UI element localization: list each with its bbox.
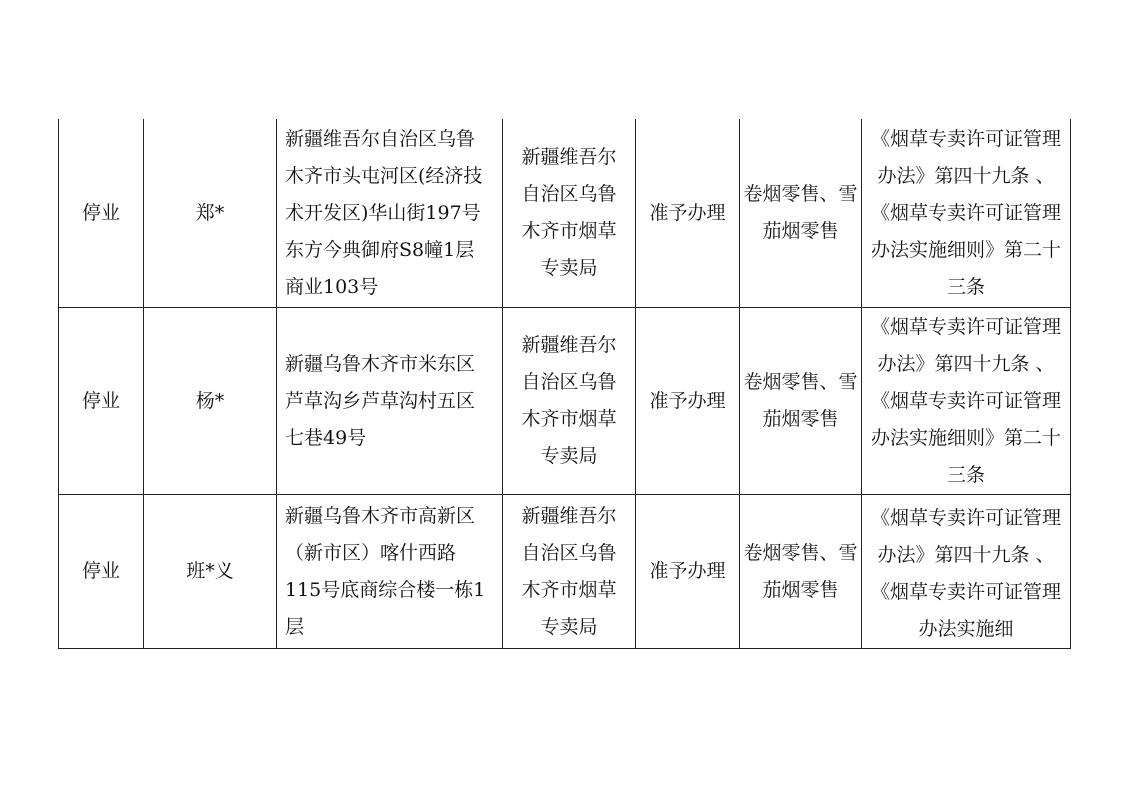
scope-cell: 卷烟零售、雪茄烟零售 — [740, 495, 862, 649]
table-row — [59, 308, 1071, 495]
status-cell: 停业 — [59, 495, 144, 649]
legal-basis-cell: 《烟草专卖许可证管理办法》第四十九条 、《烟草专卖许可证管理办法实施细则》第二十三条 — [862, 308, 1071, 495]
table-row — [59, 495, 1071, 649]
address-cell: 新疆乌鲁木齐市米东区芦草沟乡芦草沟村五区七巷49号 — [277, 308, 503, 495]
authority-cell: 新疆维吾尔自治区乌鲁木齐市烟草专卖局 — [503, 495, 636, 649]
name-cell: 郑* — [144, 119, 277, 308]
authority-cell: 新疆维吾尔自治区乌鲁木齐市烟草专卖局 — [503, 308, 636, 495]
name-cell: 班*义 — [144, 495, 277, 649]
status-cell: 停业 — [59, 308, 144, 495]
address-cell: 新疆维吾尔自治区乌鲁木齐市头屯河区(经济技术开发区)华山街197号东方今典御府S8幢1层商业103号 — [277, 119, 503, 308]
table-row — [59, 119, 1071, 308]
address-cell: 新疆乌鲁木齐市高新区（新市区）喀什西路115号底商综合楼一栋1层 — [277, 495, 503, 649]
scope-cell: 卷烟零售、雪茄烟零售 — [740, 308, 862, 495]
result-cell: 准予办理 — [636, 495, 740, 649]
result-cell: 准予办理 — [636, 119, 740, 308]
authority-cell: 新疆维吾尔自治区乌鲁木齐市烟草专卖局 — [503, 119, 636, 308]
license-record-table — [58, 119, 1071, 649]
scope-cell: 卷烟零售、雪茄烟零售 — [740, 119, 862, 308]
result-cell: 准予办理 — [636, 308, 740, 495]
status-cell: 停业 — [59, 119, 144, 308]
legal-basis-cell: 《烟草专卖许可证管理办法》第四十九条 、《烟草专卖许可证管理办法实施细 — [862, 495, 1071, 649]
legal-basis-cell: 《烟草专卖许可证管理办法》第四十九条 、《烟草专卖许可证管理办法实施细则》第二十三条 — [862, 119, 1071, 308]
name-cell: 杨* — [144, 308, 277, 495]
